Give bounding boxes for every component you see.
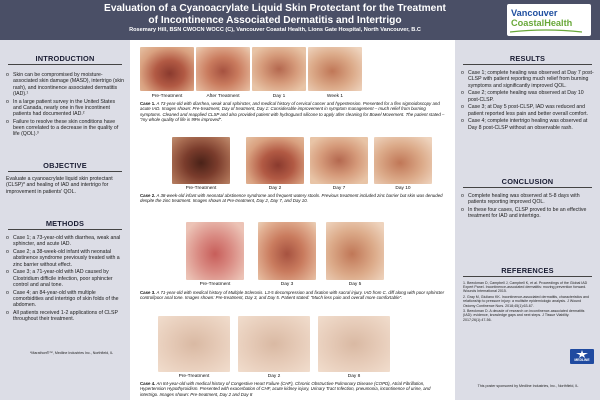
results-item: o Case 1; complete healing was observed at Day 7 post-CLSP with patient reporting much relief from burning symptoms and significantly improved QOL. xyxy=(461,70,594,89)
methods-item: o Case 4; an 84-year-old with multiple comorbidities and intertrigo of skin folds of the abdomen. xyxy=(6,290,124,309)
conclusion-list xyxy=(461,193,594,221)
introduction-item: o In a large patient survey in the United States and Canada, nearly one in five incontinent patients had documented IAD.² xyxy=(6,99,124,118)
case3-caption-label: Case 3. xyxy=(140,290,156,295)
case1-label-day1: Day 1 xyxy=(272,94,286,99)
conclusion-item: o Complete healing was observed at 5-8 days with patients reporting improved QOL. xyxy=(461,193,594,206)
references-divider xyxy=(463,276,592,277)
methods-heading: METHODS xyxy=(45,219,85,228)
objective-heading: OBJECTIVE xyxy=(43,161,87,170)
references-heading: REFERENCES xyxy=(501,266,554,275)
case2-day7-photo xyxy=(310,137,368,184)
title-line-1: Evaluation of a Cyanoacrylate Liquid Skin Protectant for the Treatment xyxy=(104,3,446,14)
methods-item: o Case 3; a 71-year-old with IAD caused by Clostridium difficile infection, poor sphincter control and anal tone. xyxy=(6,269,124,288)
case1-caption-label: Case 1. xyxy=(140,101,156,106)
case1-caption-text: A 73-year-old with diarrhea, weak anal sphincter, and medical history of cervical cancer and hypertension. Presented for a flex sigmoidoscopy and acute IAD. Images shown: Pre-treatment, Day of treatment, Day 1: Considerable improvement in symptom management – much relief from burning symptoms. Cleaned and reapplied CLSP and also provided patient with hydroguard silicone to apply after cleaning for Bowel Movement. The patient stated – "my whole quality of life is 99% improved". xyxy=(140,101,445,123)
objective-text: Evaluate a cyanoacrylate liquid skin protectant (CLSP)* and healing of IAD and intertrigo for improvement in patients' QOL. xyxy=(6,176,113,195)
case2-day2-photo xyxy=(246,137,304,184)
case4-pre-treatment-photo xyxy=(158,316,230,372)
case2-day10-photo xyxy=(374,137,432,184)
methods-list xyxy=(6,235,124,324)
results-list xyxy=(461,70,594,132)
reference-item: 2. Gray M, Giuliano KK. Incontinence-associated dermatitis, characteristics and relationship to pressure injury: a multisite epidemiologic analysis. J Wound Ostomy Continence Nurs. 2018;45(1):63-67. xyxy=(463,295,590,308)
introduction-heading: INTRODUCTION xyxy=(35,54,95,63)
case4-day8-photo xyxy=(318,316,390,372)
case1-day1-photo xyxy=(252,47,306,91)
center-column xyxy=(130,40,455,400)
medline-logo-text: MEDLINE xyxy=(574,358,590,362)
vancouver-coastal-health-logo xyxy=(507,4,591,36)
results-heading: RESULTS xyxy=(509,54,546,63)
authors-line: Rosemary Hill, BSN CWOCN WOCC (C), Vancouver Coastal Health, Lions Gate Hospital, North Vancouver, B.C xyxy=(129,27,421,33)
poster-header xyxy=(0,0,600,40)
case1-caption xyxy=(140,101,446,123)
case2-caption-label: Case 2. xyxy=(140,193,156,198)
conclusion-item: o In these four cases, CLSP proved to be an effective treatment for IAD and intertrigo. xyxy=(461,207,594,220)
conclusion-heading: CONCLUSION xyxy=(501,177,554,186)
results-item: o Case 4; complete intertrigo healing was observed at Day 8 post-CLSP without an observable rash. xyxy=(461,118,594,131)
reference-item: 3. Beeckman D. A decade of research on incontinence-associated dermatitis (IAD): evidence, knowledge gaps and next steps. J Tissue Viability. 2017;26(1):47-56. xyxy=(463,309,585,322)
case3-label-day3: Day 3 xyxy=(280,282,294,287)
results-item: o Case 3; at Day 5 post-CLSP, IAD was reduced and patient reported less pain and better overall comfort. xyxy=(461,104,594,117)
case4-label-pre: Pre-Treatment xyxy=(178,374,210,379)
introduction-divider xyxy=(8,64,122,65)
sponsor-footnote: This poster sponsored by Medline Industries, Inc., Northfield, IL xyxy=(477,384,579,388)
case3-day3-photo xyxy=(258,222,316,280)
methods-item: o Case 1; a 73-year-old with diarrhea, weak anal sphincter, and acute IAD. xyxy=(6,235,124,248)
objective-divider xyxy=(8,171,122,172)
conclusion-divider xyxy=(463,187,592,188)
case4-label-day8: Day 8 xyxy=(347,374,361,379)
case4-caption-text: An 84-year-old with medical history of Congestive Heart Failure (CHF), Chronic Obstructive Pulmonary Disease (COPD), Atrial Fibrillation, Hypertension Hypothyroidism. Presented with exacerbation of CHF, acute kidney injury, Urinary Tract Infection, pneumonia, incontinence of urine, and intertrigo. Images shown: Pre-treatment, Day 2 and Day 8 xyxy=(140,381,431,397)
case2-caption-text: A 38-week-old infant with neonatal abstinence syndrome and frequent watery stools. Previous treatment included zinc barrier but skin was denuded despite the zinc treatment. Images shown at Pre-treatment, Day 2, Day 7, and Day 10. xyxy=(140,193,443,204)
case3-caption-text: A 71-year-old with medical history of Multiple Sclerosis. L3-5 decompression and fixation with sacral injury. IAD from C. diff along with poor sphincter control/poor anal tone. Images shown: Pre-treatment, Day 3, and Day 5. Patient stated: "Much less pain and overall more comfortable". xyxy=(140,290,445,301)
title-line-2: of Incontinence Associated Dermatitis and Intertrigo xyxy=(148,14,402,26)
case3-label-day5: Day 5 xyxy=(348,282,362,287)
left-column xyxy=(0,40,130,400)
methods-footnote: *Marathon®™, Medline Industries Inc., Northfield, IL xyxy=(30,351,114,355)
case3-pre-treatment-photo xyxy=(186,222,244,280)
results-divider xyxy=(463,64,592,65)
case1-label-pre: Pre-Treatment xyxy=(151,94,183,99)
results-item: o Case 2; complete healing was observed at Day 10 post-CLSP. xyxy=(461,90,594,103)
case1-label-week1: Week 1 xyxy=(326,94,344,99)
case2-label-pre: Pre-Treatment xyxy=(185,186,217,191)
medline-star-icon xyxy=(576,350,588,358)
introduction-item: o Skin can be compromised by moisture-associated skin damage (MASD), intertrigo (skin rash), and incontinence associated dermatitis (IAD).¹ xyxy=(6,72,124,97)
medline-logo xyxy=(570,349,594,364)
poster-title xyxy=(60,3,490,26)
logo-swoosh-icon xyxy=(510,29,582,33)
case4-label-day2: Day 2 xyxy=(267,374,281,379)
case3-label-pre: Pre-Treatment xyxy=(199,282,231,287)
case4-caption-label: Case 4. xyxy=(140,381,156,386)
case2-pre-treatment-photo xyxy=(172,137,230,184)
reference-item: 1. Beeckman D, Campbell J, Campbell K, et al. Proceedings of the Global IAD Expert Panel. Incontinence-associated dermatitis: moving prevention forward. Wounds International 2015. xyxy=(463,281,588,294)
case4-caption xyxy=(140,381,446,397)
case1-week1-photo xyxy=(308,47,362,91)
introduction-item: o Failure to resolve these skin conditions have been correlated to a decrease in the quality of life (QOL).³ xyxy=(6,119,124,138)
methods-item: o Case 2; a 38-week-old infant with neonatal abstinence syndrome previously treated with a zinc barrier without effect. xyxy=(6,249,124,268)
case2-label-day2: Day 2 xyxy=(268,186,282,191)
case3-day5-photo xyxy=(326,222,384,280)
case1-label-after: After Treatment xyxy=(206,94,240,99)
case2-label-day10: Day 10 xyxy=(395,186,411,191)
methods-divider xyxy=(8,229,122,230)
references-list xyxy=(463,281,593,322)
case3-caption xyxy=(140,290,446,301)
case4-day2-photo xyxy=(238,316,310,372)
introduction-list xyxy=(6,72,124,139)
case1-after-treatment-photo xyxy=(196,47,250,91)
right-column xyxy=(455,40,600,400)
case2-caption xyxy=(140,193,446,204)
logo-text-coastal-health: CoastalHealth xyxy=(511,18,573,28)
logo-text-vancouver: Vancouver xyxy=(511,8,558,18)
methods-item: o All patients received 1-2 applications of CLSP throughout their treatment. xyxy=(6,310,124,323)
case2-label-day7: Day 7 xyxy=(332,186,346,191)
case1-pre-treatment-photo xyxy=(140,47,194,91)
